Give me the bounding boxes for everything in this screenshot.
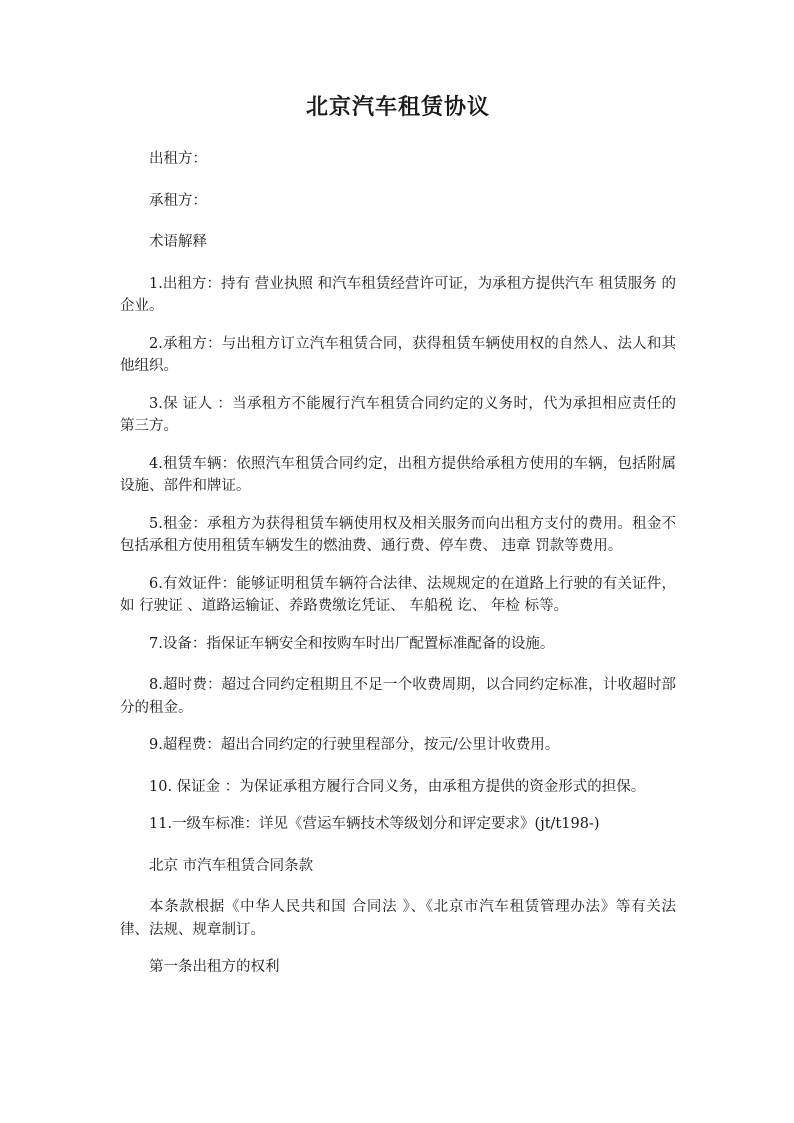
definition-11: 11.一级车标准：详见《营运车辆技术等级划分和评定要求》(jt/t198-) (149, 816, 600, 832)
clauses-heading: 北京 市汽车租赁合同条款 (149, 857, 314, 874)
definition-7: 7.设备：指保证车辆安全和按购车时出厂配置标准配备的设施。 (149, 635, 555, 652)
definition-1: 1.出租方：持有 营业执照 和汽车租赁经营许可证，为承租方提供汽车 租赁服务 的企业。 (120, 275, 676, 314)
lessee-label: 承租方： (149, 192, 207, 209)
document-page (120, 92, 676, 998)
definition-8: 8.超时费：超过合同约定租期且不足一个收费周期，以合同约定标准，计收超时部分的租金。 (120, 677, 676, 716)
document-title: 北京汽车租赁协议 (305, 94, 490, 120)
definition-3: 3.保 证人 ：当承租方不能履行汽车租赁合同约定的义务时，代为承担相应责任的第三方。 (120, 395, 676, 434)
terms-heading: 术语解释 (149, 234, 207, 250)
definition-6: 6.有效证件：能够证明租赁车辆符合法律、法规规定的在道路上行驶的有关证件，如 行驶证 、道路运输证、养路费缴讫凭证、 车船税 讫、 年检 标等。 (120, 575, 676, 614)
clauses-intro: 本条款根据《中华人民共和国 合同法 》、《北京市汽车租赁管理办法》等有关法律、法规、规章制订。 (120, 899, 676, 938)
definition-9: 9.超程费：超出合同约定的行驶里程部分，按元/公里计收费用。 (149, 737, 560, 753)
definition-5: 5.租金：承租方为获得租赁车辆使用权及相关服务而向出租方支付的费用。租金不包括承租方使用租赁车辆发生的燃油费、通行费、停车费、 违章 罚款等费用。 (120, 515, 676, 554)
lessor-label: 出租方： (149, 151, 207, 167)
definition-4: 4.租赁车辆：依照汽车租赁合同约定，出租方提供给承租方使用的车辆，包括附属设施、部件和牌证。 (120, 455, 676, 494)
article-one-heading: 第一条出租方的权利 (149, 959, 280, 975)
definition-10: 10. 保证金 ：为保证承租方履行合同义务，由承租方提供的资金形式的担保。 (149, 778, 646, 795)
definition-2: 2.承租方：与出租方订立汽车租赁合同，获得租赁车辆使用权的自然人、法人和其他组织。 (120, 335, 676, 374)
